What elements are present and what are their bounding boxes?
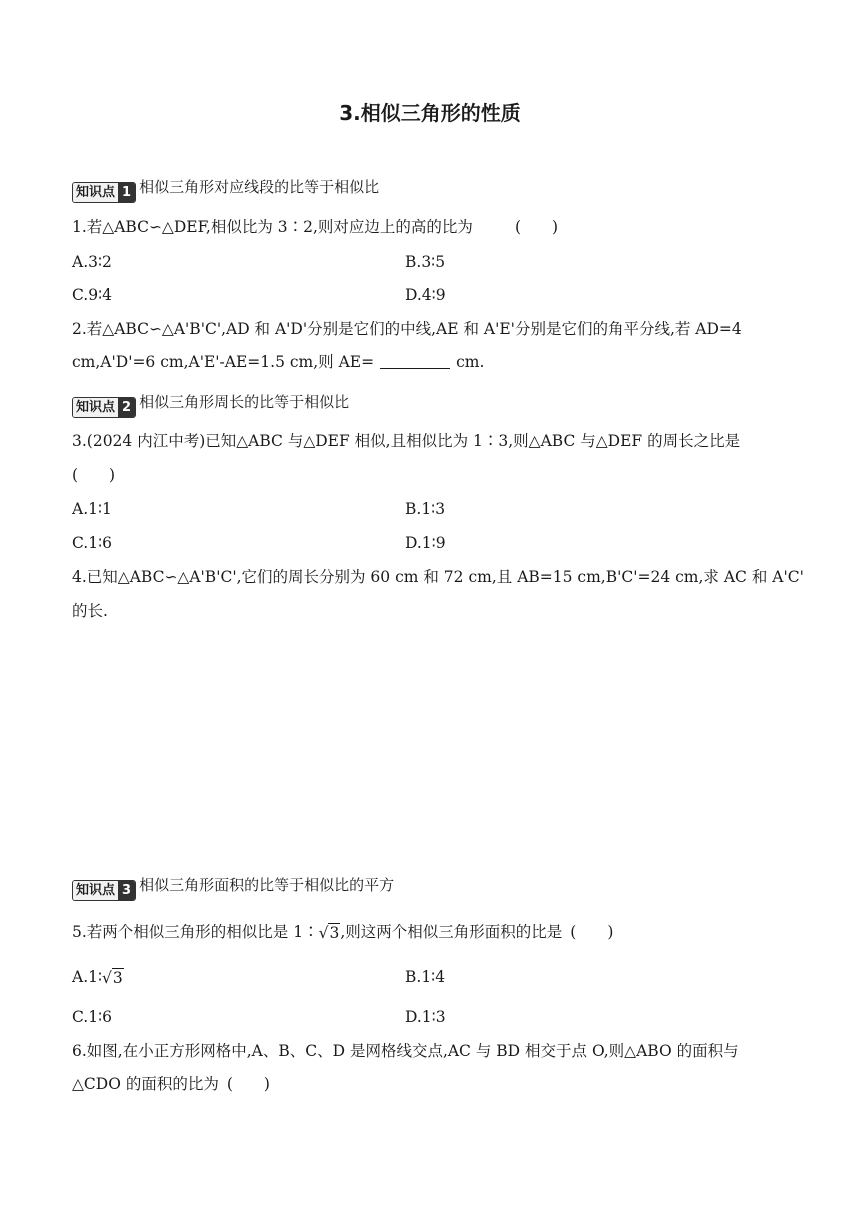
knowledge-point-badge-1: 知识点 1 [72, 182, 136, 203]
question-1-stem: 1.若△ABC∽△DEF,相似比为 3∶2,则对应边上的高的比为 ( ) [72, 218, 559, 236]
knowledge-point-2-heading [72, 391, 349, 418]
q1-option-d: D.4∶9 [405, 286, 446, 304]
knowledge-point-1-heading [72, 176, 379, 203]
question-6-line-1: 6.如图,在小正方形网格中,A、B、C、D 是网格线交点,AC 与 BD 相交于点 O,则△ABO 的面积与 [72, 1042, 739, 1060]
q5-option-c: C.1∶6 [72, 1008, 112, 1026]
q5-option-d: D.1∶3 [405, 1008, 446, 1026]
answer-blank [380, 354, 450, 369]
answer-parentheses: ( ) [226, 1075, 270, 1093]
question-5-stem: 5.若两个相似三角形的相似比是 1∶√3,则这两个相似三角形面积的比是 ( ) [72, 923, 614, 942]
q5-option-a: A.1∶√3 [72, 968, 123, 987]
question-3-line-1: 3.(2024 内江中考)已知△ABC 与△DEF 相似,且相似比为 1∶3,则△ABC 与△DEF 的周长之比是 [72, 432, 741, 450]
question-2-line-2: cm,A'D'=6 cm,A'E'-AE=1.5 cm,则 AE= cm. [72, 353, 485, 371]
question-4-line-2: 的长. [72, 602, 108, 620]
question-3-parentheses: ( ) [72, 466, 116, 484]
question-4-line-1: 4.已知△ABC∽△A'B'C',它们的周长分别为 60 cm 和 72 cm,且 AB=15 cm,B'C'=24 cm,求 AC 和 A'C' [72, 568, 804, 586]
q1-option-b: B.3∶5 [405, 253, 446, 271]
answer-parentheses: ( ) [514, 218, 559, 236]
sqrt-symbol: √3 [102, 969, 123, 987]
q3-option-c: C.1∶6 [72, 534, 112, 552]
knowledge-point-badge-3: 知识点 3 [72, 880, 136, 901]
answer-parentheses: ( ) [570, 923, 614, 941]
knowledge-point-1-text: 相似三角形对应线段的比等于相似比 [139, 178, 380, 196]
q1-option-a: A.3∶2 [72, 253, 112, 271]
q5-option-b: B.1∶4 [405, 968, 446, 986]
question-6-line-2: △CDO 的面积的比为 ( ) [72, 1075, 270, 1093]
knowledge-point-badge-2: 知识点 2 [72, 397, 136, 418]
question-2-line-1: 2.若△ABC∽△A'B'C',AD 和 A'D'分别是它们的中线,AE 和 A'E'分别是它们的角平分线,若 AD=4 [72, 320, 742, 338]
q3-option-b: B.1∶3 [405, 500, 446, 518]
q3-option-d: D.1∶9 [405, 534, 446, 552]
q3-option-a: A.1∶1 [72, 500, 112, 518]
page-title: 3.相似三角形的性质 [339, 101, 521, 125]
knowledge-point-3-text: 相似三角形面积的比等于相似比的平方 [139, 876, 395, 894]
knowledge-point-3-heading [72, 874, 394, 901]
q1-option-c: C.9∶4 [72, 286, 112, 304]
sqrt-symbol: √3 [318, 924, 340, 942]
knowledge-point-2-text: 相似三角形周长的比等于相似比 [139, 393, 350, 411]
